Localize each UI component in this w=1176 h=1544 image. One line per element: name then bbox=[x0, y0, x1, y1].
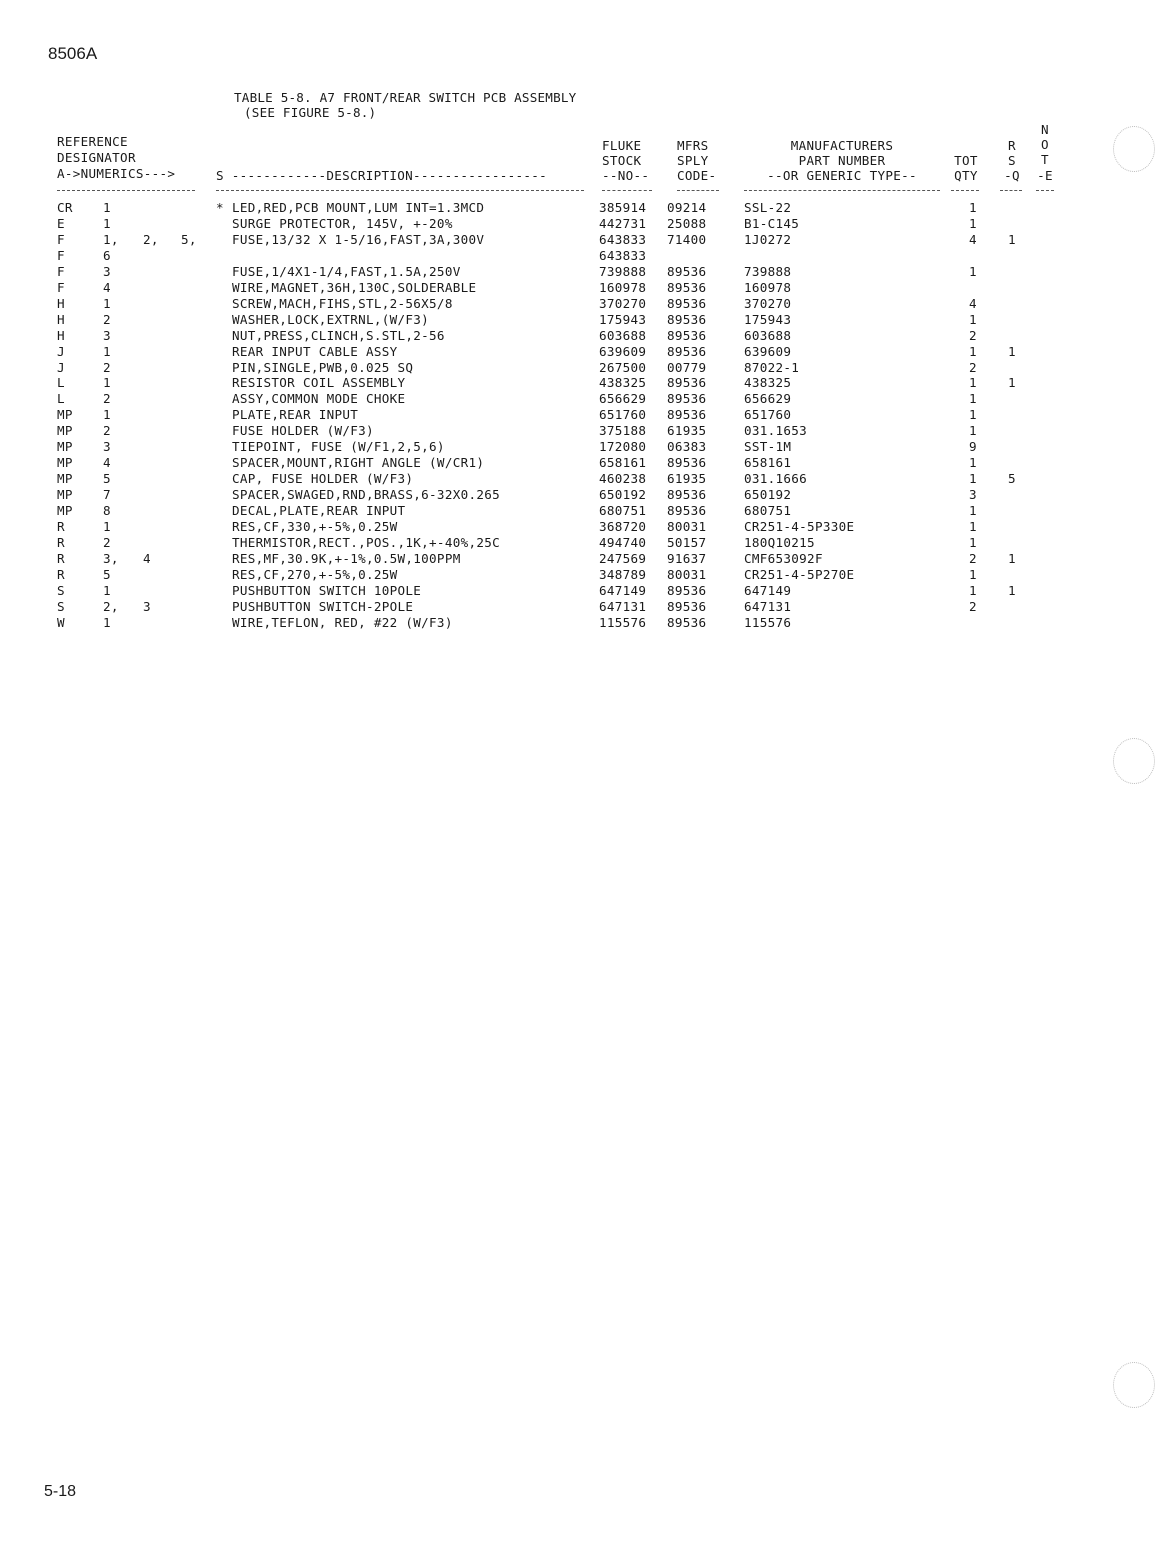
mfr-part-number-cell: 1J0272 bbox=[744, 231, 792, 247]
description-cell: CAP, FUSE HOLDER (W/F3) bbox=[232, 471, 414, 487]
description-cell: FUSE,13/32 X 1-5/16,FAST,3A,300V bbox=[232, 231, 485, 247]
description-cell: DECAL,PLATE,REAR INPUT bbox=[232, 503, 406, 519]
description-cell: RES,CF,330,+-5%,0.25W bbox=[232, 519, 398, 534]
ref-numeric-1-cell: 2, bbox=[103, 598, 119, 614]
ref-numeric-1-cell: 1 bbox=[103, 407, 111, 423]
ref-designator-cell: CR bbox=[57, 200, 73, 215]
fluke-stock-no-cell: 370270 bbox=[599, 295, 647, 311]
table-row bbox=[0, 360, 1176, 376]
description-cell: PUSHBUTTON SWITCH 10POLE bbox=[232, 582, 422, 598]
table-row bbox=[0, 535, 1176, 551]
ref-designator-cell: R bbox=[57, 566, 65, 582]
mfr-part-number-cell: 438325 bbox=[744, 375, 792, 391]
ref-numeric-1-cell: 1 bbox=[103, 215, 111, 231]
table-row bbox=[0, 200, 1176, 216]
tot-qty-cell: 1 bbox=[969, 391, 977, 407]
ref-designator-cell: F bbox=[57, 247, 65, 263]
tot-qty-cell: 1 bbox=[969, 215, 977, 231]
table-row bbox=[0, 567, 1176, 583]
table-row bbox=[0, 471, 1176, 487]
table-row bbox=[0, 296, 1176, 312]
fluke-stock-no-cell: 603688 bbox=[599, 327, 647, 343]
table-row bbox=[0, 375, 1176, 391]
fluke-stock-no-cell: 647131 bbox=[599, 598, 647, 614]
header-rule-mpn bbox=[744, 190, 940, 191]
description-cell: PIN,SINGLE,PWB,0.025 SQ bbox=[232, 359, 414, 375]
fluke-stock-no-cell: 267500 bbox=[599, 359, 647, 375]
fluke-stock-no-cell: 643833 bbox=[599, 247, 647, 263]
header-rule-rsq bbox=[1000, 190, 1022, 191]
header-note-line1: N bbox=[1041, 122, 1049, 137]
mfr-part-number-cell: 115576 bbox=[744, 614, 792, 630]
punch-hole-top bbox=[1113, 126, 1155, 172]
table-row bbox=[0, 264, 1176, 280]
mfrs-sply-code-cell: 00779 bbox=[667, 359, 707, 375]
mfrs-sply-code-cell: 61935 bbox=[667, 471, 707, 487]
fluke-stock-no-cell: 647149 bbox=[599, 582, 647, 598]
ref-numeric-1-cell: 2 bbox=[103, 359, 111, 375]
ref-designator-cell: MP bbox=[57, 423, 73, 439]
ref-designator-cell: H bbox=[57, 327, 65, 343]
fluke-stock-no-cell: 115576 bbox=[599, 614, 647, 630]
mfr-part-number-cell: 370270 bbox=[744, 295, 792, 311]
header-description: S ------------DESCRIPTION----------------- bbox=[216, 168, 548, 183]
mfrs-sply-code-cell: 80031 bbox=[667, 519, 707, 534]
ref-designator-cell: S bbox=[57, 582, 65, 598]
ref-designator-cell: F bbox=[57, 231, 65, 247]
ref-numeric-1-cell: 1 bbox=[103, 343, 111, 359]
punch-hole-bottom bbox=[1113, 1362, 1155, 1408]
ref-designator-cell: L bbox=[57, 391, 65, 407]
table-row bbox=[0, 328, 1176, 344]
table-row bbox=[0, 615, 1176, 631]
description-cell: REAR INPUT CABLE ASSY bbox=[232, 343, 398, 359]
ref-numeric-1-cell: 4 bbox=[103, 279, 111, 295]
header-mpn-line1: MANUFACTURERS bbox=[790, 138, 894, 153]
mfr-part-number-cell: 031.1666 bbox=[744, 471, 808, 487]
fluke-stock-no-cell: 348789 bbox=[599, 566, 647, 582]
ref-numeric-1-cell: 2 bbox=[103, 423, 111, 439]
tot-qty-cell: 1 bbox=[969, 423, 977, 439]
rsq-cell: 1 bbox=[1008, 582, 1016, 598]
header-ref-line1: REFERENCE bbox=[57, 134, 128, 149]
table-row bbox=[0, 216, 1176, 232]
ref-numeric-1-cell: 1, bbox=[103, 231, 119, 247]
fluke-stock-no-cell: 651760 bbox=[599, 407, 647, 423]
mfr-part-number-cell: 031.1653 bbox=[744, 423, 808, 439]
description-cell: RESISTOR COIL ASSEMBLY bbox=[232, 375, 406, 391]
ref-numeric-1-cell: 2 bbox=[103, 534, 111, 550]
ref-designator-cell: MP bbox=[57, 407, 73, 423]
tot-qty-cell: 1 bbox=[969, 582, 977, 598]
header-stock-line1: FLUKE bbox=[602, 138, 642, 153]
ref-numeric-1-cell: 1 bbox=[103, 375, 111, 391]
ref-designator-cell: L bbox=[57, 375, 65, 391]
mfrs-sply-code-cell: 89536 bbox=[667, 279, 707, 295]
ref-numeric-2-cell: 3 bbox=[143, 598, 151, 614]
ref-designator-cell: H bbox=[57, 311, 65, 327]
fluke-stock-no-cell: 460238 bbox=[599, 471, 647, 487]
tot-qty-cell: 1 bbox=[969, 200, 977, 215]
ref-designator-cell: J bbox=[57, 343, 65, 359]
ref-numeric-1-cell: 1 bbox=[103, 519, 111, 534]
header-rule-stock bbox=[602, 190, 652, 191]
ref-designator-cell: J bbox=[57, 359, 65, 375]
table-row bbox=[0, 423, 1176, 439]
mfr-part-number-cell: 639609 bbox=[744, 343, 792, 359]
mfrs-sply-code-cell: 71400 bbox=[667, 231, 707, 247]
ref-numeric-1-cell: 1 bbox=[103, 614, 111, 630]
description-cell: THERMISTOR,RECT.,POS.,1K,+-40%,25C bbox=[232, 534, 500, 550]
tot-qty-cell: 4 bbox=[969, 295, 977, 311]
mfr-part-number-cell: 603688 bbox=[744, 327, 792, 343]
fluke-stock-no-cell: 368720 bbox=[599, 519, 647, 534]
mfr-part-number-cell: CMF653092F bbox=[744, 550, 823, 566]
mfr-part-number-cell: SSL-22 bbox=[744, 200, 792, 215]
punch-hole-middle bbox=[1113, 738, 1155, 784]
ref-designator-cell: S bbox=[57, 598, 65, 614]
ref-designator-cell: H bbox=[57, 295, 65, 311]
fluke-stock-no-cell: 375188 bbox=[599, 423, 647, 439]
fluke-stock-no-cell: 650192 bbox=[599, 487, 647, 503]
description-cell: WASHER,LOCK,EXTRNL,(W/F3) bbox=[232, 311, 430, 327]
mfrs-sply-code-cell: 89536 bbox=[667, 391, 707, 407]
fluke-stock-no-cell: 172080 bbox=[599, 439, 647, 455]
tot-qty-cell: 2 bbox=[969, 598, 977, 614]
tot-qty-cell: 1 bbox=[969, 407, 977, 423]
ref-designator-cell: MP bbox=[57, 503, 73, 519]
mfrs-sply-code-cell: 89536 bbox=[667, 614, 707, 630]
ref-designator-cell: F bbox=[57, 279, 65, 295]
description-cell: PUSHBUTTON SWITCH-2POLE bbox=[232, 598, 414, 614]
mfrs-sply-code-cell: 25088 bbox=[667, 215, 707, 231]
header-rule-note bbox=[1036, 190, 1054, 191]
tot-qty-cell: 4 bbox=[969, 231, 977, 247]
header-stock-line2: STOCK bbox=[602, 153, 642, 168]
tot-qty-cell: 2 bbox=[969, 550, 977, 566]
page-number: 5-18 bbox=[44, 1483, 77, 1500]
ref-designator-cell: R bbox=[57, 534, 65, 550]
header-ref-line2: DESIGNATOR bbox=[57, 150, 136, 165]
mfr-part-number-cell: 175943 bbox=[744, 311, 792, 327]
header-mpn-line3: --OR GENERIC TYPE-- bbox=[767, 168, 917, 183]
header-note-line2: O bbox=[1041, 137, 1049, 152]
tot-qty-cell: 1 bbox=[969, 375, 977, 391]
ref-numeric-1-cell: 3 bbox=[103, 327, 111, 343]
mfrs-sply-code-cell: 09214 bbox=[667, 200, 707, 215]
fluke-stock-no-cell: 658161 bbox=[599, 455, 647, 471]
table-row bbox=[0, 439, 1176, 455]
ref-numeric-3-cell: 5, bbox=[181, 231, 197, 247]
header-rule-desc bbox=[216, 190, 584, 191]
ref-designator-cell: E bbox=[57, 215, 65, 231]
table-row bbox=[0, 487, 1176, 503]
mfr-part-number-cell: 658161 bbox=[744, 455, 792, 471]
tot-qty-cell: 9 bbox=[969, 439, 977, 455]
ref-designator-cell: R bbox=[57, 550, 65, 566]
document-id: 8506A bbox=[48, 44, 98, 63]
mfrs-sply-code-cell: 06383 bbox=[667, 439, 707, 455]
s-flag-cell: * bbox=[216, 200, 224, 215]
tot-qty-cell: 2 bbox=[969, 327, 977, 343]
ref-numeric-1-cell: 3 bbox=[103, 263, 111, 279]
mfrs-sply-code-cell: 89536 bbox=[667, 598, 707, 614]
description-cell: TIEPOINT, FUSE (W/F1,2,5,6) bbox=[232, 439, 445, 455]
ref-designator-cell: W bbox=[57, 614, 65, 630]
fluke-stock-no-cell: 442731 bbox=[599, 215, 647, 231]
header-mpn-line2: PART NUMBER bbox=[798, 153, 886, 168]
mfrs-sply-code-cell: 89536 bbox=[667, 407, 707, 423]
table-row bbox=[0, 455, 1176, 471]
ref-designator-cell: MP bbox=[57, 471, 73, 487]
header-rsq-line2: S bbox=[1008, 153, 1016, 168]
ref-numeric-1-cell: 3 bbox=[103, 439, 111, 455]
fluke-stock-no-cell: 247569 bbox=[599, 550, 647, 566]
tot-qty-cell: 1 bbox=[969, 534, 977, 550]
ref-numeric-2-cell: 4 bbox=[143, 550, 151, 566]
ref-designator-cell: R bbox=[57, 519, 65, 534]
table-row bbox=[0, 344, 1176, 360]
mfrs-sply-code-cell: 80031 bbox=[667, 566, 707, 582]
description-cell: WIRE,TEFLON, RED, #22 (W/F3) bbox=[232, 614, 453, 630]
rsq-cell: 1 bbox=[1008, 375, 1016, 391]
description-cell: SURGE PROTECTOR, 145V, +-20% bbox=[232, 215, 453, 231]
description-cell: FUSE HOLDER (W/F3) bbox=[232, 423, 374, 439]
header-rule-qty bbox=[951, 190, 979, 191]
header-ref-line3: A->NUMERICS---> bbox=[57, 166, 176, 181]
mfrs-sply-code-cell: 89536 bbox=[667, 582, 707, 598]
mfr-part-number-cell: 651760 bbox=[744, 407, 792, 423]
tot-qty-cell: 1 bbox=[969, 455, 977, 471]
ref-designator-cell: MP bbox=[57, 487, 73, 503]
fluke-stock-no-cell: 643833 bbox=[599, 231, 647, 247]
mfr-part-number-cell: 160978 bbox=[744, 279, 792, 295]
description-cell: SPACER,SWAGED,RND,BRASS,6-32X0.265 bbox=[232, 487, 500, 503]
mfr-part-number-cell: 656629 bbox=[744, 391, 792, 407]
ref-designator-cell: MP bbox=[57, 455, 73, 471]
mfrs-sply-code-cell: 89536 bbox=[667, 455, 707, 471]
tot-qty-cell: 1 bbox=[969, 263, 977, 279]
header-code-line3: CODE- bbox=[677, 168, 717, 183]
table-row bbox=[0, 391, 1176, 407]
description-cell: LED,RED,PCB MOUNT,LUM INT=1.3MCD bbox=[232, 200, 485, 215]
fluke-stock-no-cell: 656629 bbox=[599, 391, 647, 407]
description-cell: RES,CF,270,+-5%,0.25W bbox=[232, 566, 398, 582]
mfrs-sply-code-cell: 89536 bbox=[667, 327, 707, 343]
fluke-stock-no-cell: 680751 bbox=[599, 503, 647, 519]
table-row bbox=[0, 583, 1176, 599]
mfr-part-number-cell: 647131 bbox=[744, 598, 792, 614]
header-rule-code bbox=[677, 190, 719, 191]
table-row bbox=[0, 519, 1176, 535]
ref-numeric-1-cell: 3, bbox=[103, 550, 119, 566]
table-row bbox=[0, 551, 1176, 567]
description-cell: FUSE,1/4X1-1/4,FAST,1.5A,250V bbox=[232, 263, 461, 279]
header-code-line2: SPLY bbox=[677, 153, 709, 168]
fluke-stock-no-cell: 438325 bbox=[599, 375, 647, 391]
table-row bbox=[0, 503, 1176, 519]
mfrs-sply-code-cell: 89536 bbox=[667, 263, 707, 279]
tot-qty-cell: 1 bbox=[969, 343, 977, 359]
rsq-cell: 5 bbox=[1008, 471, 1016, 487]
description-cell: SCREW,MACH,FIHS,STL,2-56X5/8 bbox=[232, 295, 453, 311]
ref-numeric-1-cell: 8 bbox=[103, 503, 111, 519]
mfr-part-number-cell: 680751 bbox=[744, 503, 792, 519]
fluke-stock-no-cell: 639609 bbox=[599, 343, 647, 359]
header-qty-line1: TOT bbox=[954, 153, 978, 168]
mfrs-sply-code-cell: 89536 bbox=[667, 503, 707, 519]
mfr-part-number-cell: 739888 bbox=[744, 263, 792, 279]
table-row bbox=[0, 280, 1176, 296]
header-code-line1: MFRS bbox=[677, 138, 709, 153]
ref-numeric-1-cell: 5 bbox=[103, 566, 111, 582]
header-note-line4: -E bbox=[1037, 168, 1053, 183]
fluke-stock-no-cell: 175943 bbox=[599, 311, 647, 327]
mfrs-sply-code-cell: 89536 bbox=[667, 295, 707, 311]
ref-numeric-1-cell: 1 bbox=[103, 295, 111, 311]
header-note-line3: T bbox=[1041, 152, 1049, 167]
fluke-stock-no-cell: 160978 bbox=[599, 279, 647, 295]
tot-qty-cell: 1 bbox=[969, 471, 977, 487]
header-rsq-line1: R bbox=[1008, 138, 1016, 153]
ref-numeric-1-cell: 4 bbox=[103, 455, 111, 471]
header-rule-ref bbox=[57, 190, 195, 191]
rsq-cell: 1 bbox=[1008, 231, 1016, 247]
mfr-part-number-cell: 650192 bbox=[744, 487, 792, 503]
tot-qty-cell: 1 bbox=[969, 503, 977, 519]
table-row bbox=[0, 407, 1176, 423]
table-row bbox=[0, 312, 1176, 328]
mfrs-sply-code-cell: 89536 bbox=[667, 375, 707, 391]
ref-numeric-1-cell: 2 bbox=[103, 391, 111, 407]
header-qty-line2: QTY bbox=[954, 168, 978, 183]
tot-qty-cell: 1 bbox=[969, 311, 977, 327]
tot-qty-cell: 1 bbox=[969, 566, 977, 582]
ref-numeric-1-cell: 5 bbox=[103, 471, 111, 487]
table-row bbox=[0, 248, 1176, 264]
ref-numeric-1-cell: 6 bbox=[103, 247, 111, 263]
header-stock-line3: --NO-- bbox=[602, 168, 650, 183]
ref-numeric-1-cell: 1 bbox=[103, 200, 111, 215]
mfrs-sply-code-cell: 89536 bbox=[667, 487, 707, 503]
description-cell: PLATE,REAR INPUT bbox=[232, 407, 359, 423]
mfrs-sply-code-cell: 89536 bbox=[667, 343, 707, 359]
rsq-cell: 1 bbox=[1008, 550, 1016, 566]
table-title: TABLE 5-8. A7 FRONT/REAR SWITCH PCB ASSEMBLY bbox=[234, 90, 577, 105]
mfrs-sply-code-cell: 50157 bbox=[667, 534, 707, 550]
table-subtitle: (SEE FIGURE 5-8.) bbox=[244, 105, 377, 120]
tot-qty-cell: 1 bbox=[969, 519, 977, 534]
ref-designator-cell: F bbox=[57, 263, 65, 279]
ref-designator-cell: MP bbox=[57, 439, 73, 455]
mfrs-sply-code-cell: 61935 bbox=[667, 423, 707, 439]
description-cell: WIRE,MAGNET,36H,130C,SOLDERABLE bbox=[232, 279, 477, 295]
tot-qty-cell: 3 bbox=[969, 487, 977, 503]
mfrs-sply-code-cell: 89536 bbox=[667, 311, 707, 327]
header-rsq-line3: -Q bbox=[1004, 168, 1020, 183]
mfr-part-number-cell: 180Q10215 bbox=[744, 534, 815, 550]
fluke-stock-no-cell: 385914 bbox=[599, 200, 647, 215]
ref-numeric-2-cell: 2, bbox=[143, 231, 159, 247]
mfrs-sply-code-cell: 91637 bbox=[667, 550, 707, 566]
ref-numeric-1-cell: 7 bbox=[103, 487, 111, 503]
description-cell: RES,MF,30.9K,+-1%,0.5W,100PPM bbox=[232, 550, 461, 566]
table-row bbox=[0, 599, 1176, 615]
mfr-part-number-cell: SST-1M bbox=[744, 439, 792, 455]
description-cell: SPACER,MOUNT,RIGHT ANGLE (W/CR1) bbox=[232, 455, 485, 471]
fluke-stock-no-cell: 494740 bbox=[599, 534, 647, 550]
tot-qty-cell: 2 bbox=[969, 359, 977, 375]
mfr-part-number-cell: 647149 bbox=[744, 582, 792, 598]
mfr-part-number-cell: CR251-4-5P270E bbox=[744, 566, 855, 582]
ref-numeric-1-cell: 2 bbox=[103, 311, 111, 327]
rsq-cell: 1 bbox=[1008, 343, 1016, 359]
description-cell: NUT,PRESS,CLINCH,S.STL,2-56 bbox=[232, 327, 445, 343]
mfr-part-number-cell: B1-C145 bbox=[744, 215, 800, 231]
fluke-stock-no-cell: 739888 bbox=[599, 263, 647, 279]
table-row bbox=[0, 232, 1176, 248]
ref-numeric-1-cell: 1 bbox=[103, 582, 111, 598]
mfr-part-number-cell: 87022-1 bbox=[744, 359, 800, 375]
mfr-part-number-cell: CR251-4-5P330E bbox=[744, 519, 855, 534]
description-cell: ASSY,COMMON MODE CHOKE bbox=[232, 391, 406, 407]
